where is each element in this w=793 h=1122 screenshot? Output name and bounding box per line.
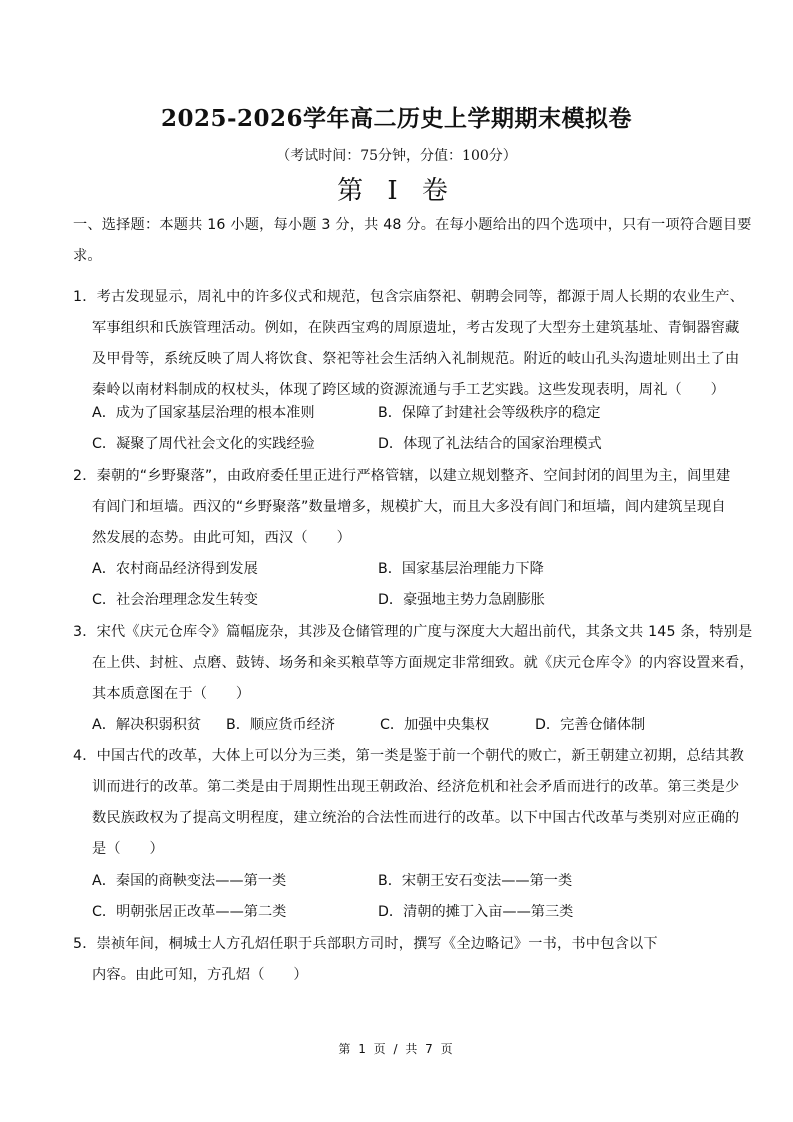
question-number: 5． — [73, 936, 97, 952]
question-text: 然发展的态势。由此可知，西汉（ ） — [92, 530, 351, 546]
question-line — [73, 746, 744, 766]
question-text: 数民族政权为了提高文明程度，建立统治的合法性而进行的改革。以下中国古代改革与类别对应正确的 — [92, 810, 740, 826]
option-d[interactable]: D．豪强地主势力急剧膨胀 — [378, 592, 545, 608]
option-a[interactable]: A．秦国的商鞅变法——第一类 — [92, 873, 287, 889]
question-text: 宋代《庆元仓库令》篇幅庞杂，其涉及仓储管理的广度与深度大大超出前代，其条文共 145 条，特别是 — [96, 624, 753, 640]
option-c[interactable]: C．明朝张居正改革——第二类 — [92, 904, 287, 920]
question-number: 1． — [73, 289, 97, 305]
question-text: 崇祯年间，桐城士人方孔炤任职于兵部职方司时，撰写《全边略记》一书，书中包含以下 — [96, 936, 658, 952]
option-c[interactable]: C．凝聚了周代社会文化的实践经验 — [92, 436, 315, 452]
question-line — [73, 466, 730, 486]
question-number: 4． — [73, 748, 97, 764]
option-b[interactable]: B．宋朝王安石变法——第一类 — [378, 873, 573, 889]
question-text: 秦岭以南材料制成的权杖头，体现了跨区域的资源流通与手工艺实践。这些发现表明，周礼（ ） — [92, 382, 726, 398]
question-text: 及甲骨等，系统反映了周人将饮食、祭祀等社会生活纳入礼制规范。附近的岐山孔头沟遗址则出土了由 — [92, 351, 740, 367]
question-number: 3． — [73, 624, 97, 640]
option-a[interactable]: A．解决积弱积贫 — [92, 717, 202, 733]
question-text: 有闾门和垣墙。西汉的“乡野聚落”数量增多，规模扩大，而且大多没有闾门和垣墙，闾内建筑呈现自 — [92, 499, 726, 515]
option-b[interactable]: B．顺应货币经济 — [226, 717, 336, 733]
question-text: 训而进行的改革。第二类是由于周期性出现王朝政治、经济危机和社会矛盾而进行的改革。第三类是少 — [92, 779, 740, 795]
option-a[interactable]: A．成为了国家基层治理的根本准则 — [92, 405, 315, 421]
question-text: 秦朝的“乡野聚落”，由政府委任里正进行严格管辖，以建立规划整齐、空间封闭的闾里为主，闾里建 — [96, 468, 731, 484]
question-line — [73, 934, 658, 954]
question-text: 中国古代的改革，大体上可以分为三类，第一类是鉴于前一个朝代的败亡，新王朝建立初期，总结其教 — [96, 748, 745, 764]
option-b[interactable]: B．保障了封建社会等级秩序的稳定 — [378, 405, 601, 421]
option-c[interactable]: C．社会治理理念发生转变 — [92, 592, 258, 608]
question-line — [73, 287, 744, 307]
question-text: 在上供、封桩、点磨、鼓铸、场务和籴买粮草等方面规定非常细致。就《庆元仓库令》的内容设置来看， — [92, 655, 754, 671]
question-text: 内容。由此可知，方孔炤（ ） — [92, 967, 308, 983]
option-b[interactable]: B．国家基层治理能力下降 — [378, 561, 544, 577]
option-a[interactable]: A．农村商品经济得到发展 — [92, 561, 258, 577]
question-text: 考古发现显示，周礼中的许多仪式和规范，包含宗庙祭祀、朝聘会同等，都源于周人长期的农业生产、 — [96, 289, 745, 305]
page-indicator: 第 1 页 / 共 7 页 — [338, 1042, 455, 1056]
question-number: 2． — [73, 468, 97, 484]
instructions-line-1: 一、选择题：本题共 16 小题，每小题 3 分，共 48 分。在每小题给出的四个选项中，只有一项符合题目要 — [73, 217, 752, 233]
option-d[interactable]: D．体现了礼法结合的国家治理模式 — [378, 436, 602, 452]
exam-title: 2025-2026学年高二历史上学期期末模拟卷 — [160, 105, 633, 132]
option-c[interactable]: C．加强中央集权 — [380, 717, 490, 733]
question-text: 是（ ） — [92, 841, 164, 857]
question-line — [73, 622, 752, 642]
instructions-line-2: 求。 — [73, 248, 102, 264]
question-text: 军事组织和氏族管理活动。例如，在陕西宝鸡的周原遗址，考古发现了大型夯土建筑基址、青铜器窖藏 — [92, 320, 740, 336]
volume-heading: 第 I 卷 — [337, 176, 456, 206]
question-text: 其本质意图在于（ ） — [92, 686, 251, 702]
option-d[interactable]: D．清朝的摊丁入亩——第三类 — [378, 904, 574, 920]
option-d[interactable]: D．完善仓储体制 — [535, 717, 646, 733]
exam-subtitle: （考试时间：75分钟，分值：100分） — [276, 148, 517, 164]
